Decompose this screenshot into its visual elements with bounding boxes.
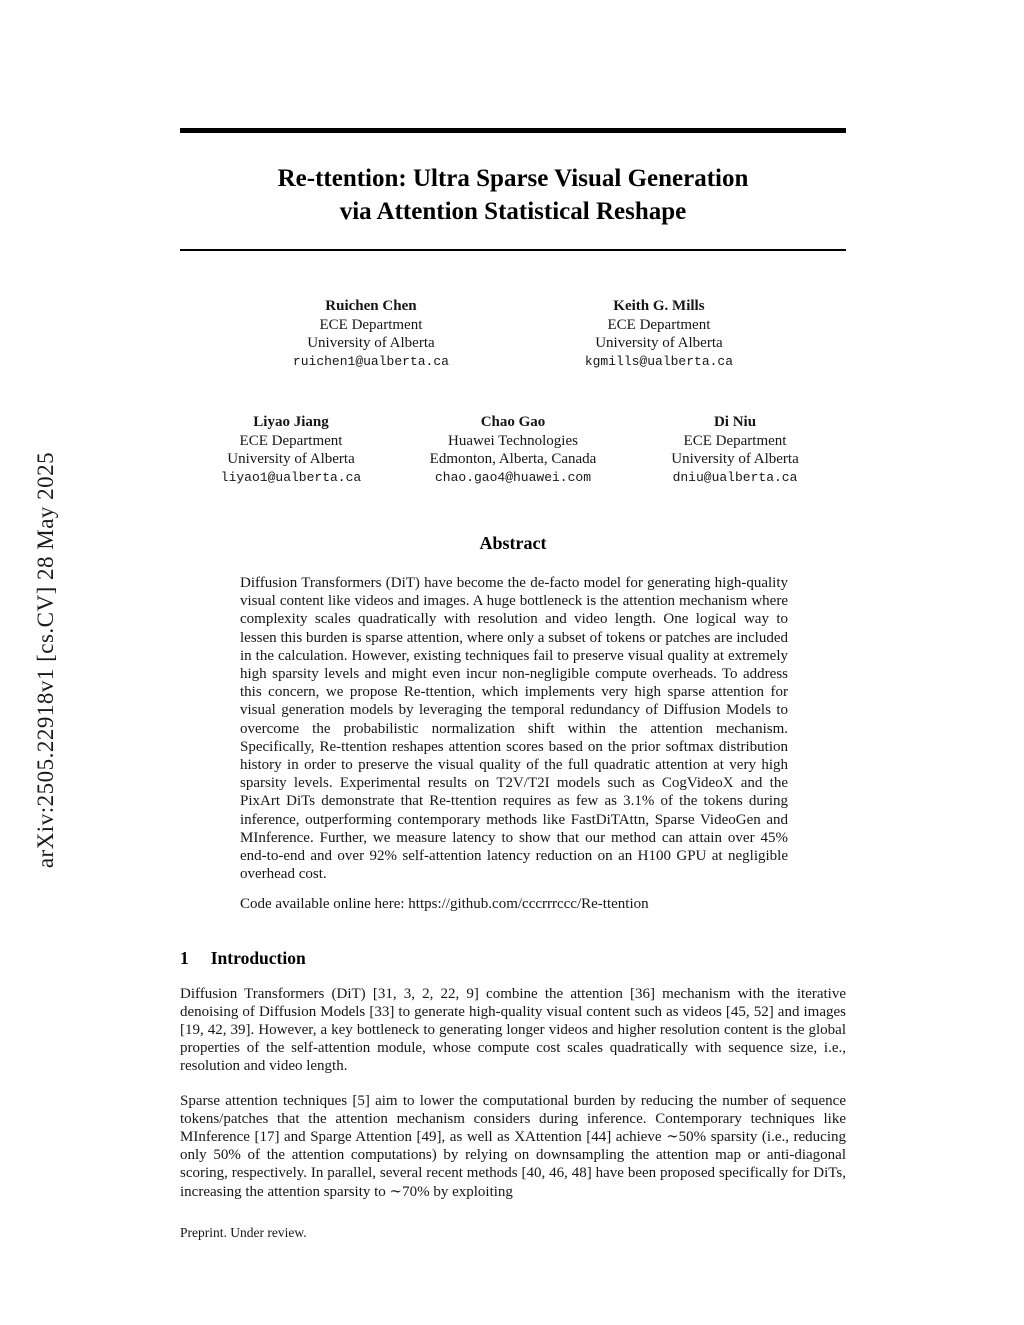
- author-email: chao.gao4@huawei.com: [434, 469, 592, 485]
- author-name: Keith G. Mills: [613, 298, 705, 314]
- paper-title-line2: via Attention Statistical Reshape: [339, 197, 687, 225]
- abstract-body: Diffusion Transformers (DiT) have become the de-facto model for generating high-quality visual content like videos and images. A huge bottleneck is the attention mechanism where complexity scales quadratically with resolution and video length. One logical way to lessen this burden is sparse attention, where only a subset of tokens or patches are included in the calculation. However, existing techniques fail to preserve visual quality at extremely high sparsity levels and might even incur non-negligible compute overheads. To address this concern, we propose Re-ttention, which implements very high sparse attention for visual generation models by leveraging the temporal redundancy of Diffusion Models to overcome the probabilistic normalization shift within the attention mechanism. Specifically, Re-ttention reshapes attention scores based on the prior softmax distribution history in order to preserve the visual quality of the full quadratic attention at very high sparsity levels. Experimental results on T2V/T2I models such as CogVideoX and the PixArt DiTs demonstrate that Re-ttention requires as few as 3.1% of the tokens during inference, outperforming contemporary methods like FastDiTAttn, Sparse VideoGen and MInference. Further, we measure latency to show that our method can attain over 45% end-to-end and over 92% self-attention latency reduction on an H100 GPU at negligible overhead cost.: [240, 575, 788, 883]
- paper-title: [180, 163, 846, 228]
- author-chao-gao: [402, 413, 624, 487]
- intro-paragraph-1: Diffusion Transformers (DiT) [31, 3, 2, 22, 9] combine the attention [36] mechanism with the iterative denoising of Diffusion Models [33] to generate high-quality visual content such as videos [45, 52] and images [19, 42, 39]. However, a key bottleneck to generating longer videos and higher resolution content is the global properties of the self-attention module, whose compute cost scales quadratically with sequence size, i.e., resolution and video length.: [180, 985, 846, 1075]
- author-email: ruichen1@ualberta.ca: [292, 353, 449, 369]
- author-di-niu: [624, 413, 846, 487]
- top-rule: [180, 128, 846, 133]
- author-affiliation: University of Alberta: [671, 451, 799, 467]
- code-repo-link[interactable]: https://github.com/cccrrrccc/Re-ttention: [408, 896, 649, 913]
- abstract-heading: Abstract: [479, 533, 547, 553]
- code-availability-line: [240, 895, 788, 913]
- author-name: Chao Gao: [480, 414, 546, 430]
- author-keith-mills: [585, 297, 733, 371]
- author-dept: Huawei Technologies: [448, 432, 578, 449]
- authors-row-2: [180, 413, 846, 487]
- author-affiliation: University of Alberta: [227, 451, 355, 467]
- author-ruichen-chen: [293, 297, 449, 371]
- author-dept: ECE Department: [239, 432, 343, 449]
- intro-paragraph-2: Sparse attention techniques [5] aim to lower the computational burden by reducing the number of sequence tokens/patches that the attention mechanism considers during inference. Contemporary techniques like MInference [17] and Sparge Attention [49], as well as XAttention [44] achieve ∼50% sparsity (i.e., reducing only 50% of the attention computations) by relying on downsampling the attention map or anti-diagonal scoring, respectively. In parallel, several recent methods [40, 46, 48] have been proposed specifically for DiTs, increasing the attention sparsity to ∼70% by exploiting: [180, 1092, 846, 1200]
- paper-content: [180, 0, 846, 1201]
- author-email: dniu@ualberta.ca: [672, 469, 798, 485]
- author-dept: ECE Department: [683, 432, 787, 449]
- code-line-prefix: Code available online here:: [240, 896, 409, 913]
- author-affiliation: University of Alberta: [595, 335, 723, 351]
- author-dept: ECE Department: [319, 316, 423, 333]
- author-name: Ruichen Chen: [325, 298, 417, 314]
- author-liyao-jiang: [180, 413, 402, 487]
- section-title: Introduction: [210, 947, 306, 968]
- author-dept: ECE Department: [607, 316, 711, 333]
- author-affiliation: University of Alberta: [307, 335, 435, 351]
- paper-title-line1: Re-ttention: Ultra Sparse Visual Generation: [277, 165, 749, 192]
- section-number: 1: [180, 947, 189, 968]
- title-rule: [180, 249, 846, 251]
- arxiv-watermark: arXiv:2505.22918v1 [cs.CV] 28 May 2025: [33, 451, 58, 869]
- section-heading-introduction: [180, 948, 846, 969]
- authors-row-1: [180, 297, 846, 371]
- author-email: kgmills@ualberta.ca: [584, 353, 734, 369]
- author-name: Liyao Jiang: [253, 414, 329, 430]
- author-email: liyao1@ualberta.ca: [220, 469, 362, 485]
- footer-note: Preprint. Under review.: [180, 1225, 307, 1240]
- author-affiliation: Edmonton, Alberta, Canada: [429, 451, 597, 467]
- author-name: Di Niu: [713, 414, 757, 430]
